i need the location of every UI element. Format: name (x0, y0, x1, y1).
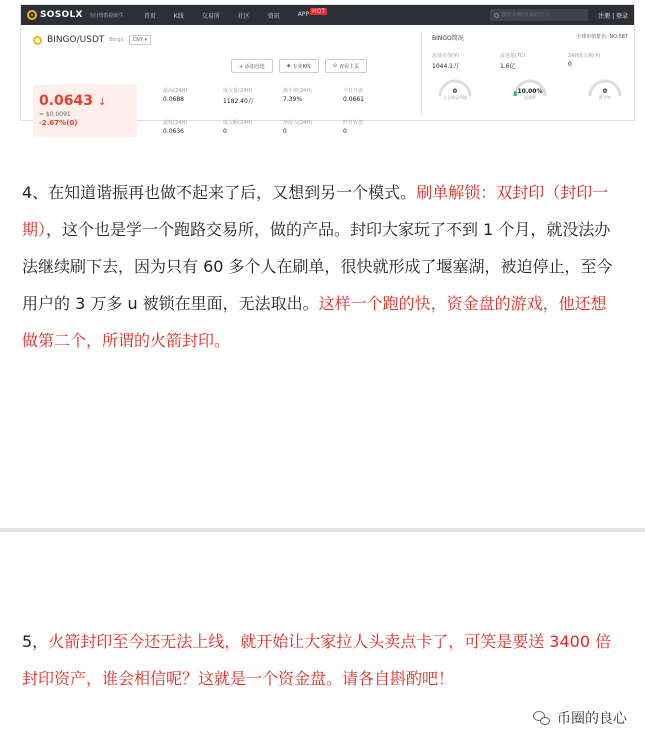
coin-panel (21, 25, 634, 135)
logo-text: SOSOLX (40, 10, 83, 20)
stat-value: 0 (283, 128, 287, 135)
paragraph-4 (22, 174, 622, 359)
stat-volume (223, 87, 283, 105)
top-nav (21, 5, 634, 25)
wechat-watermark (533, 708, 627, 728)
current-price: 0.0643 (39, 93, 94, 109)
logo-icon (27, 10, 37, 20)
hot-badge: HOT (312, 7, 326, 15)
nav-item-home[interactable]: 首页 (143, 12, 156, 20)
stat-label: 最低(24H) (163, 120, 188, 126)
stat-inflow (283, 119, 343, 135)
brief-grid (432, 52, 628, 70)
search-box (490, 9, 588, 21)
stat-close (343, 119, 403, 135)
coin-icon (33, 36, 42, 45)
market-panel (21, 25, 421, 135)
stat-low (163, 119, 223, 135)
pair-header (33, 35, 411, 45)
search-icon[interactable] (494, 13, 499, 18)
arrow-down-icon: ↓ (98, 97, 107, 108)
nav-item-kline[interactable]: K线 (173, 12, 184, 20)
price-change: -2.67%(0) (39, 119, 78, 127)
nav-menu (143, 7, 327, 20)
stat-label: 换手率(24H) (283, 88, 313, 94)
stat-value: 1182.40万 (223, 98, 254, 105)
gauge-value: 0 (602, 88, 608, 95)
view-homepage-button[interactable] (325, 59, 367, 73)
stat-value: 0.0661 (343, 96, 364, 103)
pair-sub: Bingo (109, 37, 124, 43)
p4-highlight-1: 刷单解锁：双封印（封印一期） (22, 183, 609, 239)
logo-slogan: 为行情数据而生 (88, 12, 124, 19)
gauge-row (432, 76, 628, 101)
pair-name: BINGO/USDT (47, 35, 105, 45)
stat-open (343, 87, 403, 105)
gauge-value: 10.00% (517, 88, 543, 95)
stat-value: 7.39% (283, 96, 303, 103)
gauge-label: 流通率 (524, 95, 536, 100)
stat-label: 昨日收盘 (343, 120, 364, 126)
gauge (436, 76, 474, 101)
stat-turnover (283, 87, 343, 105)
pro-kline-label: 专业K线 (292, 63, 311, 70)
gauge (586, 76, 624, 101)
paragraph-5 (22, 623, 622, 697)
stat-value: 0 (223, 128, 227, 135)
kline-icon: ◈ (286, 63, 291, 69)
stat-label: 最高(24H) (163, 88, 188, 94)
p5-text-1: 5， (22, 632, 49, 651)
p4-text-2: ，这个也是学一个跑路交易所，做的产品。封印大家玩了不到 1 个月，就没法办法继续刷下去，因为只有 60 多个人在刷单，很快就形成了堰塞湖，被迫停止，至今用户的 3 万多 u 被锁在里面，无法取出。 (22, 220, 613, 313)
view-homepage-label: 查看主页 (339, 63, 360, 70)
gauge-value: 0 (452, 88, 458, 95)
stat-value: 0.0636 (163, 128, 184, 135)
home-icon: ⊙ (332, 63, 338, 69)
stat-label: 净流入(24H) (283, 120, 313, 126)
brief-cell (500, 52, 560, 70)
site-logo[interactable] (27, 10, 124, 20)
brief-panel (422, 25, 634, 121)
stat-label: 成交额(24H) (223, 120, 253, 126)
pro-kline-button[interactable] (279, 59, 319, 73)
stat-high (163, 87, 223, 105)
stat-value: 0.0688 (163, 96, 184, 103)
gauge-label: 占全球总市值 (443, 95, 467, 100)
brief-label: 流通市值(¥) (432, 53, 460, 59)
brief-cell (432, 52, 492, 70)
watermark-text: 币圈的良心 (557, 711, 627, 727)
brief-label: 流通量(TC) (500, 53, 526, 59)
brief-value: 1.6亿 (500, 63, 516, 70)
gauge (511, 76, 549, 101)
brief-header (432, 33, 628, 42)
p4-text-1: 4、在知道谐振再也做不起来了后，又想到另一个模式。 (22, 183, 417, 202)
wechat-icon (533, 711, 551, 726)
nav-item-app[interactable] (297, 7, 327, 20)
brief-title: BINGO简况 (432, 35, 464, 42)
stats-grid (163, 87, 403, 135)
nav-item-exchange[interactable]: 交易所 (201, 12, 220, 20)
nav-item-community[interactable]: 社区 (237, 12, 250, 20)
nav-item-app-label: APP (297, 10, 310, 18)
price-box (33, 85, 137, 137)
section-divider (0, 528, 645, 532)
stat-label: 成交量(24H) (223, 88, 253, 94)
global-rank: 全球市值排名: NO.587 (576, 34, 628, 40)
action-buttons (231, 59, 367, 73)
p4-highlight-2: 这样一个跑的快，资金盘的游戏，他还想做第二个，所谓的火箭封印。 (22, 294, 607, 350)
search-input[interactable] (502, 12, 584, 18)
add-watchlist-button[interactable]: + 添加自选 (231, 59, 273, 73)
stat-label: 今日开盘 (343, 88, 364, 94)
nav-item-news[interactable]: 资讯 (267, 12, 280, 20)
exchange-screenshot (20, 4, 635, 135)
brief-label: 24H成交额(¥) (568, 53, 601, 59)
gauge-label: 换手率 (599, 95, 611, 100)
brief-value: 0 (568, 61, 572, 68)
p5-highlight-1: 火箭封印至今还无法上线，就开始让大家拉人头卖点卡了，可笑是要送 3400 倍封印资产，谁会相信呢？这就是一个资金盘。请各自斟酌吧！ (22, 632, 612, 688)
currency-select[interactable]: CNY ▾ (129, 35, 151, 45)
stat-value: 0 (343, 128, 347, 135)
brief-cell (568, 52, 628, 70)
stat-amount (223, 119, 283, 135)
auth-links[interactable]: 注册 | 登录 (598, 12, 628, 20)
brief-value: 1044.1万 (432, 63, 459, 70)
usd-price: ≈ $0.0091 (39, 111, 71, 118)
